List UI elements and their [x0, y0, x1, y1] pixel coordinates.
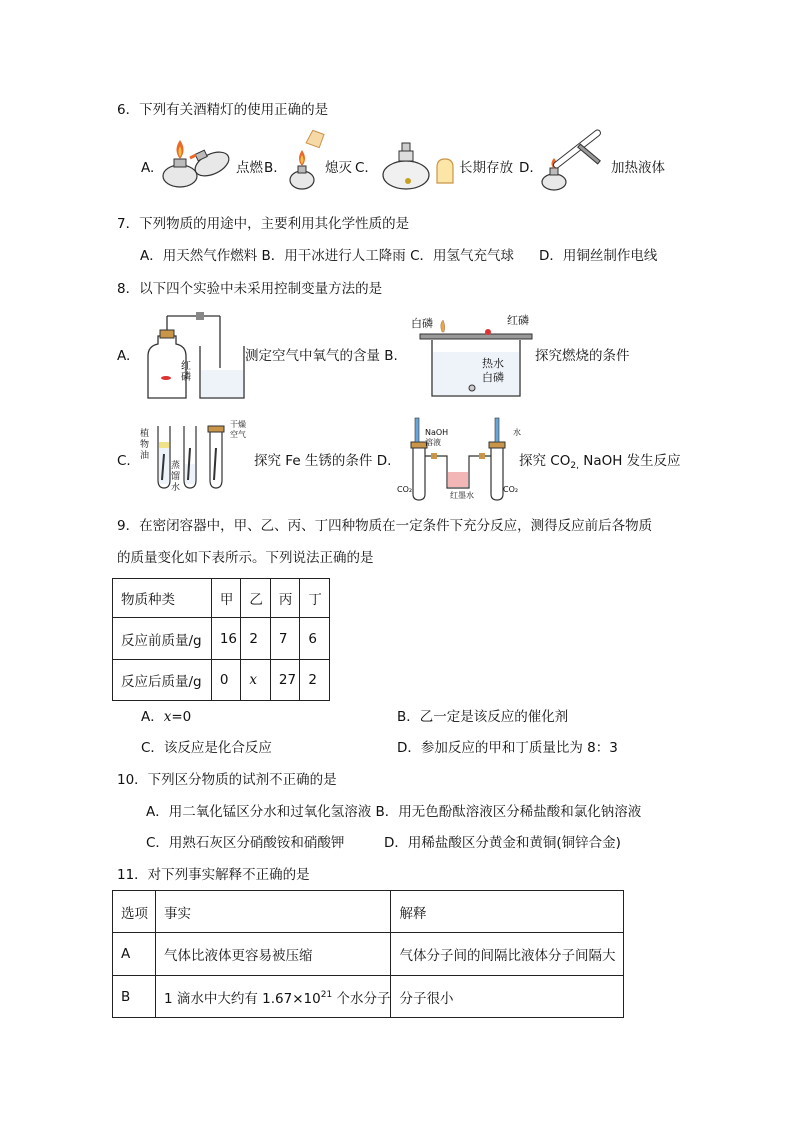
q9-option-c: C．该反应是化合反应	[141, 740, 272, 756]
q6-option-b-prefix: B.	[264, 160, 278, 176]
q7-stem: 7．下列物质的用途中，主要利用其化学性质的是	[117, 216, 410, 232]
q8-c-label-dry-1: 干燥	[230, 420, 246, 429]
q11-td-b-option: B	[113, 976, 156, 1018]
q9-table-row-after	[113, 660, 330, 701]
q9-option-d: D．参加反应的甲和丁质量比为 8：3	[397, 740, 618, 756]
q8-option-d-text: 探究 $CO_{2,}$ NaOH 发生反应	[519, 453, 681, 471]
q8-b-label-white-phosphorus-bottom: 白磷	[482, 371, 504, 384]
q10-option-d: D．用稀盐酸区分黄金和黄铜(铜锌合金)	[384, 835, 621, 851]
q9-td-after-yi: x	[241, 660, 271, 701]
q9-mass-table	[112, 578, 330, 701]
q8-c-label-water-1: 蒸	[171, 461, 181, 471]
q10-option-c: C．用熟石灰区分硝酸铵和硝酸钾	[146, 835, 345, 851]
q11-td-a-explanation: 气体分子间的间隔比液体分子间隔大	[391, 933, 624, 976]
q6-figure-b-blowing-out	[288, 128, 330, 192]
q11-th-explanation: 解释	[391, 891, 624, 933]
q8-c-label-oil-2: 物	[140, 440, 150, 450]
q9-td-after-jia: 0	[211, 660, 241, 701]
q9-th-bing: 丙	[270, 579, 300, 618]
q11-th-fact: 事实	[156, 891, 391, 933]
q6-option-d-text: 加热液体	[611, 160, 665, 176]
q11-td-b-explanation: 分子很小	[391, 976, 624, 1018]
q6-option-a-text: 点燃	[236, 160, 263, 176]
q9-td-after-bing: 27	[270, 660, 300, 701]
q10-stem: 10．下列区分物质的试剂不正确的是	[117, 772, 337, 788]
q9-th-substance: 物质种类	[113, 579, 212, 618]
q8-d-label-co2-right: CO₂	[503, 485, 519, 494]
q6-figure-a-lighting-lamp	[160, 132, 240, 190]
q9-td-before-label: 反应前质量/g	[113, 618, 212, 660]
q6-option-c-prefix: C.	[355, 160, 369, 176]
q9-option-a: A．x=0	[141, 709, 192, 725]
q8-figure-a-oxygen-apparatus	[140, 312, 248, 402]
q8-d-label-naoh: NaOH	[425, 428, 449, 437]
q11-table-row-a	[113, 933, 624, 976]
q9-th-ding: 丁	[300, 579, 330, 618]
q9-th-jia: 甲	[211, 579, 241, 618]
q6-option-d-prefix: D.	[519, 160, 534, 176]
q8-b-label-white-phosphorus-top: 白磷	[411, 317, 433, 330]
q8-figure-c-rusting-tubes	[148, 420, 238, 492]
q8-c-label-water-3: 水	[171, 483, 181, 493]
q9-td-before-jia: 16	[211, 618, 241, 660]
q8-a-label-phosphorus: 磷	[181, 372, 191, 383]
q8-option-c-prefix: C.	[117, 453, 131, 469]
q11-explanation-table	[112, 890, 624, 1018]
q8-d-label-co2-left: CO₂	[397, 485, 413, 494]
q9-stem-line2: 的质量变化如下表所示。下列说法正确的是	[117, 550, 374, 566]
q7-option-d: D．用铜丝制作电线	[539, 248, 658, 264]
q9-table-header-row	[113, 579, 330, 618]
q9-td-before-yi: 2	[241, 618, 271, 660]
q11-stem: 11．对下列事实解释不正确的是	[117, 867, 310, 883]
q6-option-c-text: 长期存放	[459, 160, 513, 176]
q6-option-b-text: 熄灭	[325, 160, 352, 176]
q8-figure-b-combustion-apparatus	[412, 318, 540, 398]
q8-c-label-dry-2: 空气	[230, 430, 246, 439]
q9-table-row-before	[113, 618, 330, 660]
q8-d-label-red-ink: 红墨水	[450, 491, 474, 500]
q8-stem: 8．以下四个实验中未采用控制变量方法的是	[117, 281, 383, 297]
q9-td-before-bing: 7	[270, 618, 300, 660]
q8-c-label-oil-3: 油	[140, 451, 150, 461]
q8-b-label-hot-water: 热水	[482, 357, 504, 370]
q11-table-header-row	[113, 891, 624, 933]
q8-b-label-red-phosphorus: 红磷	[507, 314, 529, 327]
q9-th-yi: 乙	[241, 579, 271, 618]
q11-table-row-b	[113, 976, 624, 1018]
q8-d-label-solution: 溶液	[425, 438, 441, 447]
q10-options-ab: A．用二氧化锰区分水和过氧化氢溶液 B．用无色酚酞溶液区分稀盐酸和氯化钠溶液	[146, 804, 642, 820]
q11-th-option: 选项	[113, 891, 156, 933]
q9-stem-line1: 9．在密闭容器中，甲、乙、丙、丁四种物质在一定条件下充分反应，测得反应前后各物质	[117, 518, 653, 534]
q8-a-label-red: 红	[181, 361, 191, 372]
q8-d-label-water: 水	[513, 428, 521, 437]
q8-option-a-prefix: A.	[117, 348, 131, 364]
q8-c-label-water-2: 馏	[171, 472, 181, 482]
q9-td-before-ding: 6	[300, 618, 330, 660]
q11-td-a-fact: 气体比液体更容易被压缩	[156, 933, 391, 976]
q11-td-a-option: A	[113, 933, 156, 976]
q6-figure-d-heating-liquid	[538, 128, 618, 192]
q8-c-label-oil-1: 植	[140, 429, 150, 439]
q11-td-b-fact: 1 滴水中大约有 $1.67\times 10^{21}$ 个水分子	[156, 976, 391, 1018]
q8-option-b-text: 探究燃烧的条件	[535, 348, 630, 364]
q9-td-after-ding: 2	[300, 660, 330, 701]
q9-option-b: B．乙一定是该反应的催化剂	[397, 709, 569, 725]
q9-td-after-label: 反应后质量/g	[113, 660, 212, 701]
q6-option-a-prefix: A.	[141, 160, 155, 176]
q8-option-c-text: 探究 Fe 生锈的条件 D.	[254, 453, 392, 469]
q6-stem: 6．下列有关酒精灯的使用正确的是	[117, 102, 329, 118]
q6-figure-c-storage	[380, 137, 462, 193]
q8-option-a-text: 测定空气中氧气的含量 B.	[245, 348, 398, 364]
q7-options-abc: A．用天然气作燃料 B．用干冰进行人工降雨 C．用氢气充气球	[140, 248, 515, 264]
